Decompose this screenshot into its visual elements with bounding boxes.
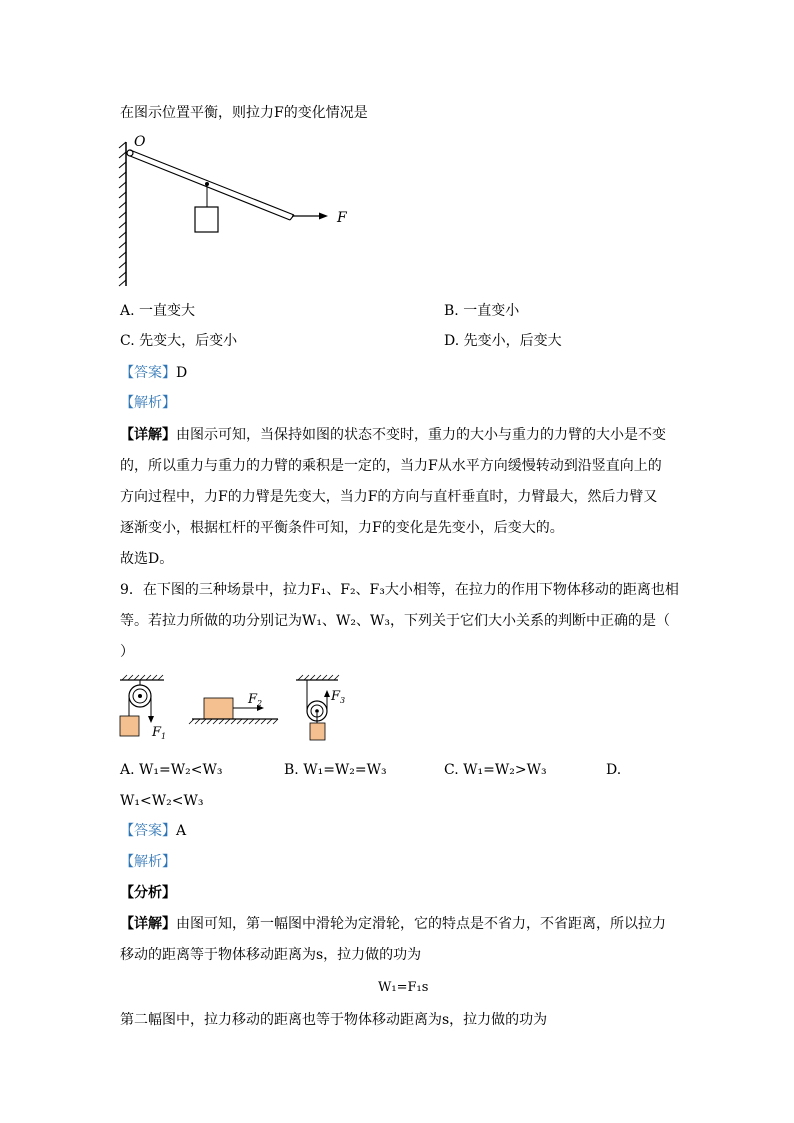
q9-answer-line	[120, 821, 186, 841]
answer-value: D	[176, 365, 188, 381]
q8-option-d: D. 先变小，后变大	[444, 333, 562, 349]
detail-tag: 【详解】	[120, 427, 176, 443]
q8-answer-line	[120, 363, 187, 383]
q8-detail-line-1: 【详解】由图示可知，当保持如图的状态不变时，重力的大小与重力的力臂的大小是不变	[120, 427, 666, 443]
q9-option-b: B. W₁=W₂=W₃	[284, 762, 387, 778]
f3-label: $F_3$	[331, 689, 346, 705]
answer-tag: 【答案】	[120, 365, 176, 381]
q9-analysis-tag: 【解析】	[120, 854, 176, 870]
q9-option-d-label: D.	[606, 762, 622, 778]
q9-stem-line-3: ）	[120, 644, 134, 660]
q9-formula: W₁=F₁s	[378, 980, 429, 995]
f1-label: $F_1$	[152, 725, 167, 741]
f2-label: $F_2$	[248, 692, 263, 708]
hanging-block	[195, 207, 218, 232]
q8-conclusion: 故选D。	[120, 551, 174, 567]
q9-detail-line-1: 【详解】由图可知，第一幅图中滑轮为定滑轮，它的特点是不省力，不省距离，所以拉力	[120, 916, 666, 932]
q9-stem-line-2: 等。若拉力所做的功分别记为W₁、W₂、W₃，下列关于它们大小关系的判断中正确的是（	[120, 613, 671, 629]
q8-detail-line-3: 方向过程中，力F的力臂是先变大，当力F的方向与直杆垂直时，力臂最大，然后力臂又	[120, 489, 658, 505]
q8-analysis-tag: 【解析】	[120, 395, 176, 411]
wall	[119, 142, 126, 286]
q9-stem-line-1: 9．在下图的三种场景中，拉力F₁、F₂、F₃大小相等，在拉力的作用下物体移动的距离也相	[120, 582, 679, 598]
pulley-figure	[118, 674, 368, 744]
scene-3-movable-pulley	[296, 675, 345, 740]
q8-option-a: A. 一直变大	[120, 303, 196, 319]
q8-option-b: B. 一直变小	[444, 303, 520, 319]
q8-detail-line-4: 逐渐变小，根据杠杆的平衡条件可知，力F的变化是先变小，后变大的。	[120, 520, 564, 536]
q8-stem-tail: 在图示位置平衡，则拉力F的变化情况是	[120, 105, 368, 121]
scene-1-fixed-pulley	[120, 675, 166, 741]
answer-value: A	[176, 823, 187, 839]
point-o-label: O	[134, 134, 146, 150]
force-f-label: F	[337, 210, 347, 226]
answer-tag: 【答案】	[120, 823, 176, 839]
q9-detail-line-2: 移动的距离等于物体移动距离为s，拉力做的功为	[120, 947, 422, 963]
q9-option-c: C. W₁=W₂>W₃	[444, 762, 547, 778]
q8-option-c: C. 先变大，后变小	[120, 333, 238, 349]
q8-detail-line-2: 的，所以重力与重力的力臂的乘积是一定的，当力F从水平方向缓慢转动到沿竖直向上的	[120, 458, 662, 474]
detail-tag: 【详解】	[120, 916, 176, 932]
q9-option-d-text: W₁<W₂<W₃	[120, 793, 204, 809]
q9-fenxi-tag: 【分析】	[120, 885, 176, 901]
q9-next-line: 第二幅图中，拉力移动的距离也等于物体移动距离为s，拉力做的功为	[120, 1012, 548, 1028]
q9-option-a: A. W₁=W₂<W₃	[120, 762, 223, 778]
scene-2-horizontal-pull	[189, 692, 278, 724]
lever-figure	[118, 128, 358, 290]
